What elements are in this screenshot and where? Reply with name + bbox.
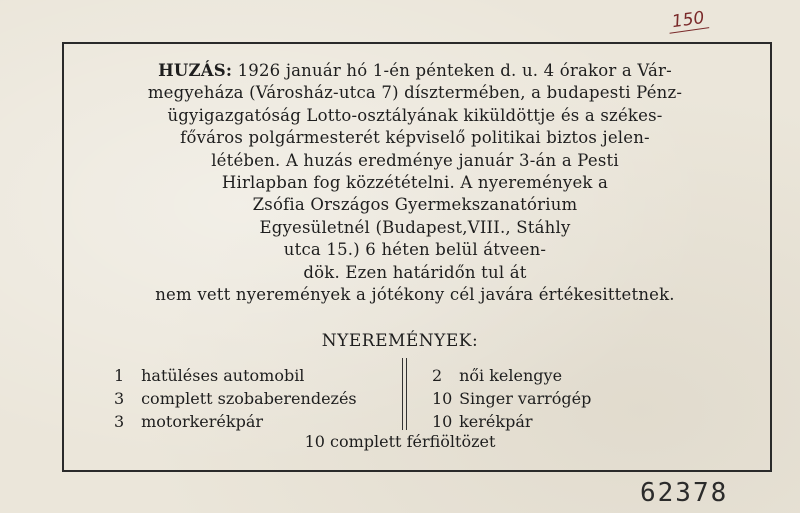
draw-announcement: [95, 60, 735, 306]
announcement-line-8: Egyesületnél (Budapest,VIII., Stáhly: [259, 217, 571, 237]
prizes-title: NYEREMÉNYEK:: [321, 331, 479, 351]
prizes-divider: [402, 358, 407, 430]
prize-item: 10 Singer varrógép: [432, 389, 592, 408]
announcement-line-1: HUZÁS: 1926 január hó 1-én pénteken d. u. 4 órakor a Vár-: [158, 61, 672, 80]
announcement-line-4: főváros polgármesterét képviselő politikai biztos jelen-: [180, 128, 650, 148]
prize-item: 3 motorkerékpár: [114, 412, 264, 431]
prize-item: 1 hatüléses automobil: [114, 366, 305, 385]
announcement-line-7: Zsófia Országos Gyermekszanatórium: [252, 195, 578, 215]
announcement-line-3: ügyigazgatóság Lotto-osztályának kiküldöttje és a székes-: [167, 105, 663, 125]
draw-heading: HUZÁS:: [158, 61, 233, 80]
announcement-line-2: megyeháza (Városház-utca 7) dísztermében, a budapesti Pénz-: [147, 83, 683, 103]
prize-item: 3 complett szobaberendezés: [114, 389, 357, 408]
prize-item: 10 kerékpár: [432, 412, 533, 431]
announcement-line-9: utca 15.) 6 héten belül átveen-: [283, 240, 547, 260]
announcement-line-10: dök. Ezen határidőn tul át: [303, 262, 527, 282]
prizes-left-column: [114, 364, 357, 433]
prizes-right-column: [432, 364, 591, 433]
announcement-line-6: Hirlapban fog közzétételni. A nyeremények a: [221, 173, 609, 193]
serial-number: 62378: [640, 478, 729, 508]
announcement-line-5: létében. A huzás eredménye január 3-án a Pesti: [211, 150, 619, 170]
announcement-line-11: nem vett nyeremények a jótékony cél javára értékesittetnek.: [155, 285, 675, 305]
prize-item: 2 női kelengye: [432, 366, 563, 385]
prize-bottom-item: 10 complett férfiöltözet: [304, 432, 496, 451]
handwritten-note: 150: [667, 7, 710, 33]
